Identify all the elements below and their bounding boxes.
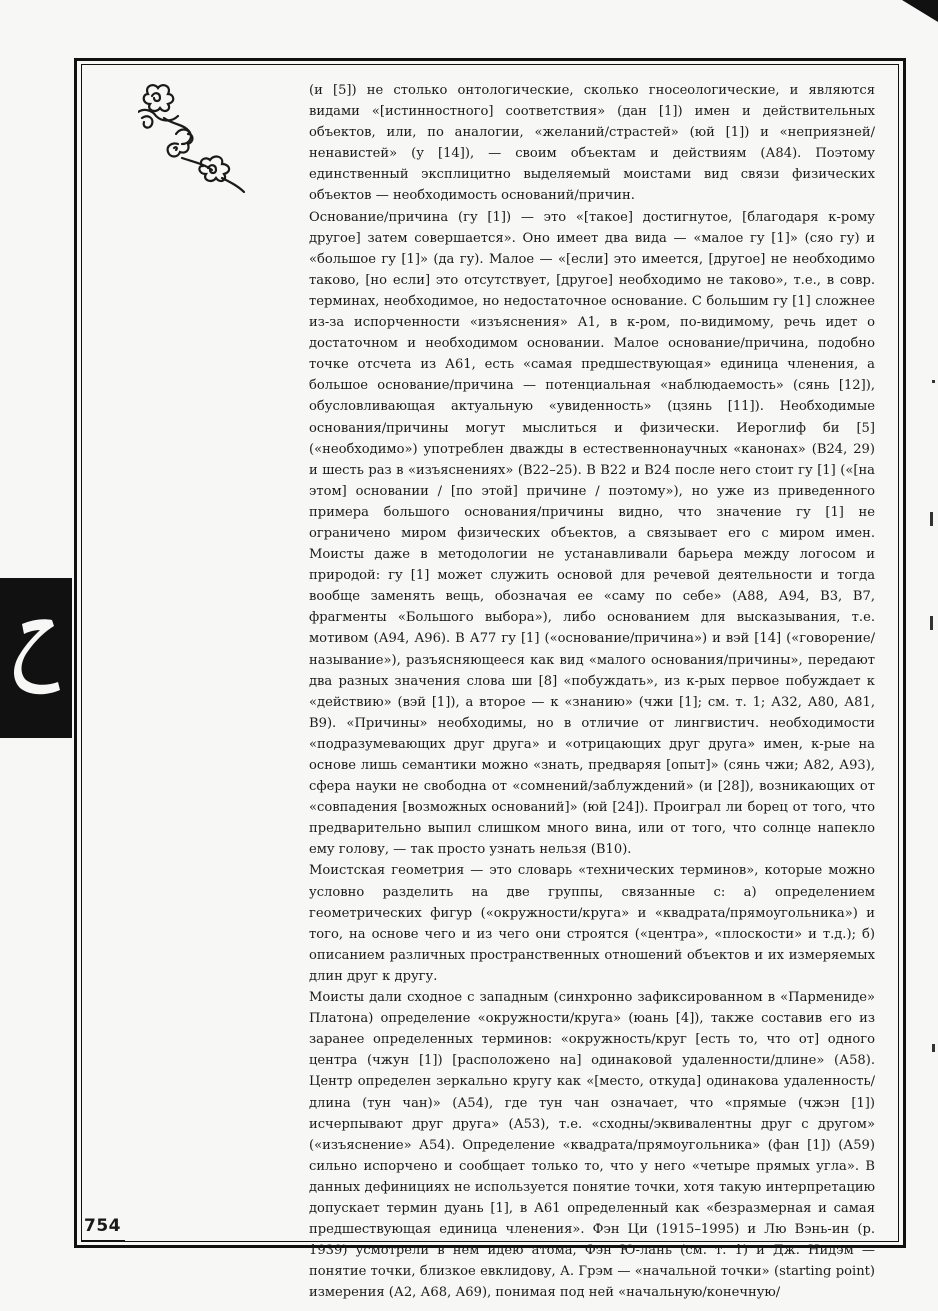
- paragraph: Моисты дали сходное с западным (синхронно зафиксированном в «Пармениде» Платона) определение «окружности/круга» (юань [4]), также составив его из заранее определенных терминов: «окружность/круг [есть то, что от] одного центра (чжун [1]) [расположено на] одинаковой удаленности/длине» (А58). Центр определен зеркально кругу как «[место, откуда] одинакова удаленность/длина (тун чан)» (А54), где тун чан означает, что «прямые (чжэн [1]) исчерпывают друг друга» (А53), т.е. «сходны/эквивалентны друг с другом» («изъяснение» А54). Определение «квадрата/прямоугольника» (фан [1]) (А59) сильно испорчено и сообщает только то, что у него «четыре прямых угла». В данных дефинициях не используется понятие точки, хотя такую интерпретацию допускает термин дуань [1], в А61 определенный как «безразмерная и самая предшествующая единица членения». Фэн Ци (1915–1995) и Лю Вэнь-ин (р. 1939) усмотрели в нем идею атома, Фэн Ю-лань (см. т. 1) и Дж. Нидэм — понятие точки, близкое евклидову, А. Грэм — «начальной точки» (starting point) измерения (А2, А68, А69), понимая под ней «начальную/конечную/: [309, 990, 875, 1301]
- edge-mark: [932, 380, 935, 383]
- page-number: 754: [84, 1216, 121, 1236]
- paragraph: Основание/причина (гу [1]) — это «[такое] достигнутое, [благодаря к-рому другое] затем совершается». Оно имеет два вида — «малое гу [1]» (сяо гу) и «большое гу [1]» (да гу). Малое — «[если] это имеется, [другое] не необходимо таково, [но если] это отсутствует, [другое] необходимо не таково», т.е., в совр. терминах, необходимое, но недостаточное основание. С большим гу [1] сложнее из-за испорченности «изъяснения» А1, в к-ром, по-видимому, речь идет о достаточном и необходимом основании. Малое основание/причина, подобно точке отсчета из А61, есть «самая предшествующая» единица членения, а большое основание/причина — потенциальная «наблюдаемость» (сянь [12]), обусловливающая актуальную «увиденность» (цзянь [11]). Необходимые основания/причины могут мыслиться и физически. Иероглиф би [5] («необходимо») употреблен дважды в естественнонаучных «канонах» (В24, 29) и шесть раз в «изъяснениях» (В22–25). В В22 и В24 после него стоит гу [1] («[на этом] основании / [по этой] причине / поэтому»), но уже из приведенного примера большого основания/причины видно, что значение гу [1] не ограничено миром физических объектов, а связывает его с миром имен. Моисты даже в методологии не устанавливали барьера между логосом и природой: гу [1] может служить основой для речевой деятельности и тогда вообще заменять вещь, обозначая ее «саму по себе» (А88, А94, В3, В7, фрагменты «Большого выбора»), либо основанием для высказывания, т.е. мотивом (А94, А96). В А77 гу [1] («основание/причина») и вэй [14] («говорение/называние»), разъясняющееся как вид «малого основания/причины», передают два разных значения слова ши [8] «побуждать», из к-рых первое побуждает к «действию» (вэй [1]), а второе — к «знанию» (чжи [1]; см. т. 1; А32, А80, А81, В9). «Причины» необходимы, но в отличие от лингвистич. необходимости «подразумевающих друг друга» и «отрицающих друг друга» имен, к-рые на основе лишь семантики можно «знать, предваряя [опыт]» (сянь чжи; А82, А93), сфера науки не свободна от «сомнений/заблуждений» (и [28]), возникающих от «совпадения [возможных оснований]» (юй [24]). Проиграл ли борец от того, что предварительно выпил слишком много вина, или от того, что солнце напекло ему голову, — так просто узнать нельзя (В10).: [309, 209, 875, 858]
- edge-mark: [930, 616, 933, 630]
- paragraph: Моистская геометрия — это словарь «технических терминов», которые можно условно разделить на две группы, связанные с: а) определением геометрических фигур («окружности/круга» и «квадрата/прямоугольника») и того, на основе чего и из чего они строятся («центра», «плоскости» и т.д.); б) описанием различных пространственных отношений объектов и их измеряемых длин друг к другу.: [309, 863, 875, 984]
- paragraph: (и [5]) не столько онтологические, сколько гносеологические, и являются видами «[истинностного] соответствия» (дан [1]) имен и действительных объектов, или, по аналогии, «желаний/страстей» (юй [1]) и «неприязней/ненавистей» (у [14]), — своим объектам и действиям (А84). Поэтому единственный эксплицитно выделяемый моистами вид связи физических объектов — необходимость оснований/причин.: [309, 83, 875, 204]
- article-text: [309, 80, 875, 1303]
- page-number-rule: [81, 1240, 125, 1242]
- corner-mark: [902, 0, 938, 22]
- edge-mark: [930, 512, 933, 526]
- edge-mark: [932, 1044, 935, 1052]
- section-glyph-icon: [8, 606, 68, 702]
- cloud-ornament-icon: [138, 82, 248, 198]
